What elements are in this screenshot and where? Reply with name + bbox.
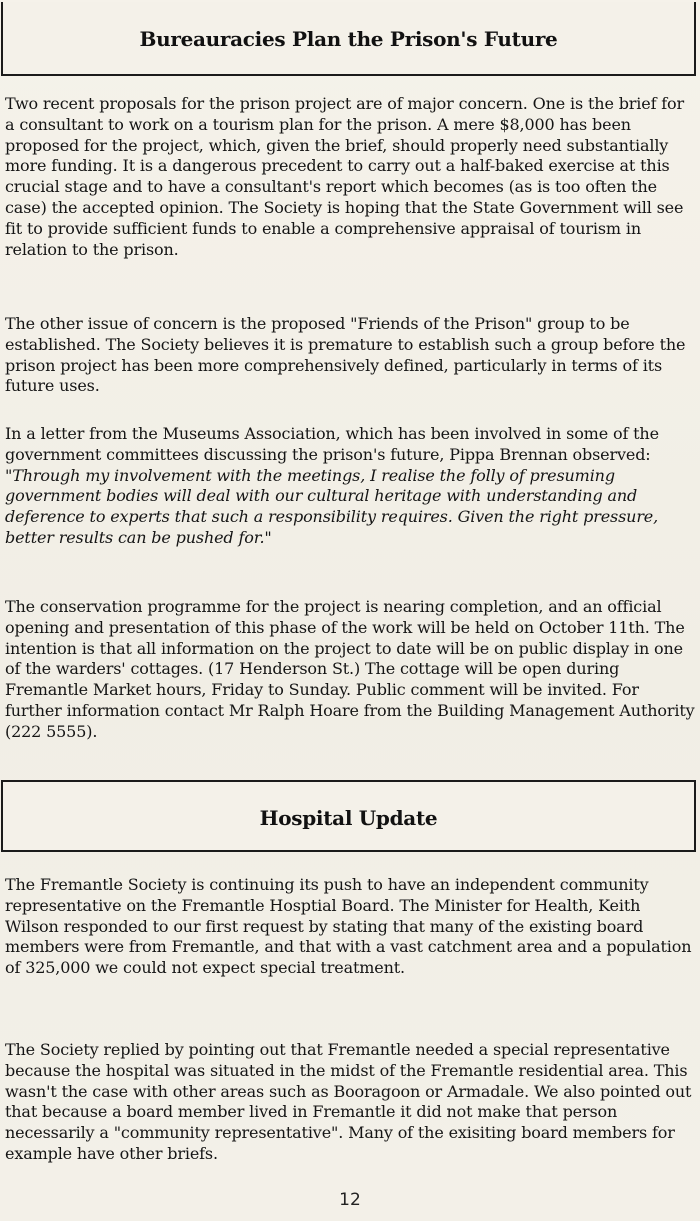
paragraph-museums-intro: In a letter from the Museums Association, which has been involved in some of the government committees discussing the prison's future, Pippa Brennan observed: [5,424,659,464]
section-title-hospital: Hospital Update [259,806,438,830]
quote-pippa-brennan: "Through my involvement with the meetings, I realise the folly of presuming government bodies will deal with our cultural heritage with understanding and deference to experts that such a responsibility requires. Given the right pressure, better results can be pushed for." [5,465,659,547]
paragraph-hospital-board: The Fremantle Society is continuing its push to have an independent community representative on the Fremantle Hosptial Board. The Minister for Health, Keith Wilson responded to our first request by stating that many of the existing board members were from Fremantle, and that with a vast catchment area and a population of 325,000 we could not expect special treatment. [5,875,692,978]
section-heading-prison [1,2,696,76]
paragraph-museums-association [5,424,695,549]
paragraph-tourism-plan: Two recent proposals for the prison project are of major concern. One is the brief for a consultant to work on a tourism plan for the prison. A mere $8,000 has been proposed for the project, which, given the brief, should properly need substantially more funding. It is a dangerous precedent to carry out a half-baked exercise at this crucial stage and to have a consultant's report which becomes (as is too often the case) the accepted opinion. The Society is hoping that the State Government will see fit to provide sufficient funds to enable a comprehensive appraisal of tourism in relation to the prison. [5,94,685,259]
page-number: 12 [339,1190,361,1210]
paragraph-conservation-programme: The conservation programme for the project is nearing completion, and an official opening and presentation of this phase of the work will be held on October 11th. The intention is that all information on the project to date will be on public display in one of the warders' cottages. (17 Henderson St.) The cottage will be open during Fremantle Market hours, Friday to Sunday. Public comment will be invited. For further information contact Mr Ralph Hoare from the Building Management Authority (222 5555). [5,597,695,741]
section-heading-hospital [1,780,696,852]
paragraph-friends-of-prison: The other issue of concern is the proposed "Friends of the Prison" group to be established. The Society believes it is premature to establish such a group before the prison project has been more comprehensively defined, particularly in terms of its future uses. [5,314,686,396]
paragraph-society-reply: The Society replied by pointing out that Fremantle needed a special representative because the hospital was situated in the midst of the Fremantle residential area. This wasn't the case with other areas such as Booragoon or Armadale. We also pointed out that because a board member lived in Fremantle it did not make that person necessarily a "community representative". Many of the exisiting board members for example have other briefs. [5,1040,692,1163]
section-title-prison: Bureauracies Plan the Prison's Future [139,27,558,51]
